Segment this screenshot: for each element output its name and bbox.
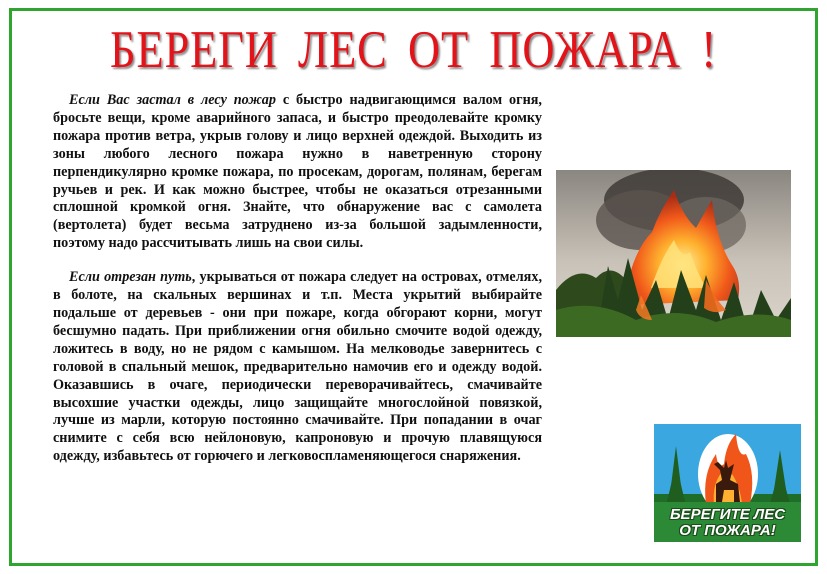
paragraph-escape — [53, 92, 542, 253]
forest-fire-emblem — [654, 424, 801, 542]
paragraph-cut-off — [53, 269, 542, 466]
poster-title: БЕРЕГИ ЛЕС ОТ ПОЖАРА ! — [110, 21, 717, 79]
forest-fire-photo — [556, 170, 791, 337]
paragraph-lead: Если отрезан путь — [69, 269, 192, 286]
paragraph-body: , укрываться от пожара следует на островах, отмелях, в болоте, на скальных вершинах и т.п. Места укрытий выбирайте подальше от деревьев - они при пожаре, когда обгорают корни, могут бесшумно падать. При приближении огня обильно смочите водой одежду, ложитесь в воду, но не рядом с камышом. На мелководье завернитесь с головой в спальный мешок, предварительно намочив его и одежду водой. Оказавшись в очаге, периодически переворачивайтесь, смачивайте высохшие участки одежды, лицо защищайте многослойной повязкой, лучше из марли, которую постоянно смачивайте. При попадании в очаг снимите с себя всю нейлоновую, капроновую и прочую плавящуюся одежду, избавьтесь от горючего и легковоспламеняющегося снаряжения. — [53, 269, 542, 465]
article-text — [53, 92, 542, 466]
paragraph-body: с быстро надвигающимся валом огня, бросьте вещи, кроме аварийного запаса, и быстро преодолевайте кромку пожара против ветра, укрыв голову и лицо верхней одеждой. Выходить из зоны любого лесного пожара нужно в наветренную сторону перпендикулярно кромке пожара, по просекам, дорогам, полянам, берегам ручьев и рек. И как можно быстрее, чтобы не оказаться отрезанными сплошной кромкой огня. Знайте, что обнаружение вас с самолета (вертолета) будет весьма затруднено из-за большой задымленности, поэтому надо рассчитывать лишь на свои силы. — [53, 92, 542, 252]
emblem-caption-line2: ОТ ПОЖАРА! — [679, 522, 776, 539]
paragraph-lead: Если Вас застал в лесу пожар — [69, 92, 276, 108]
emblem-caption-line1: БЕРЕГИТЕ ЛЕС — [669, 506, 786, 523]
